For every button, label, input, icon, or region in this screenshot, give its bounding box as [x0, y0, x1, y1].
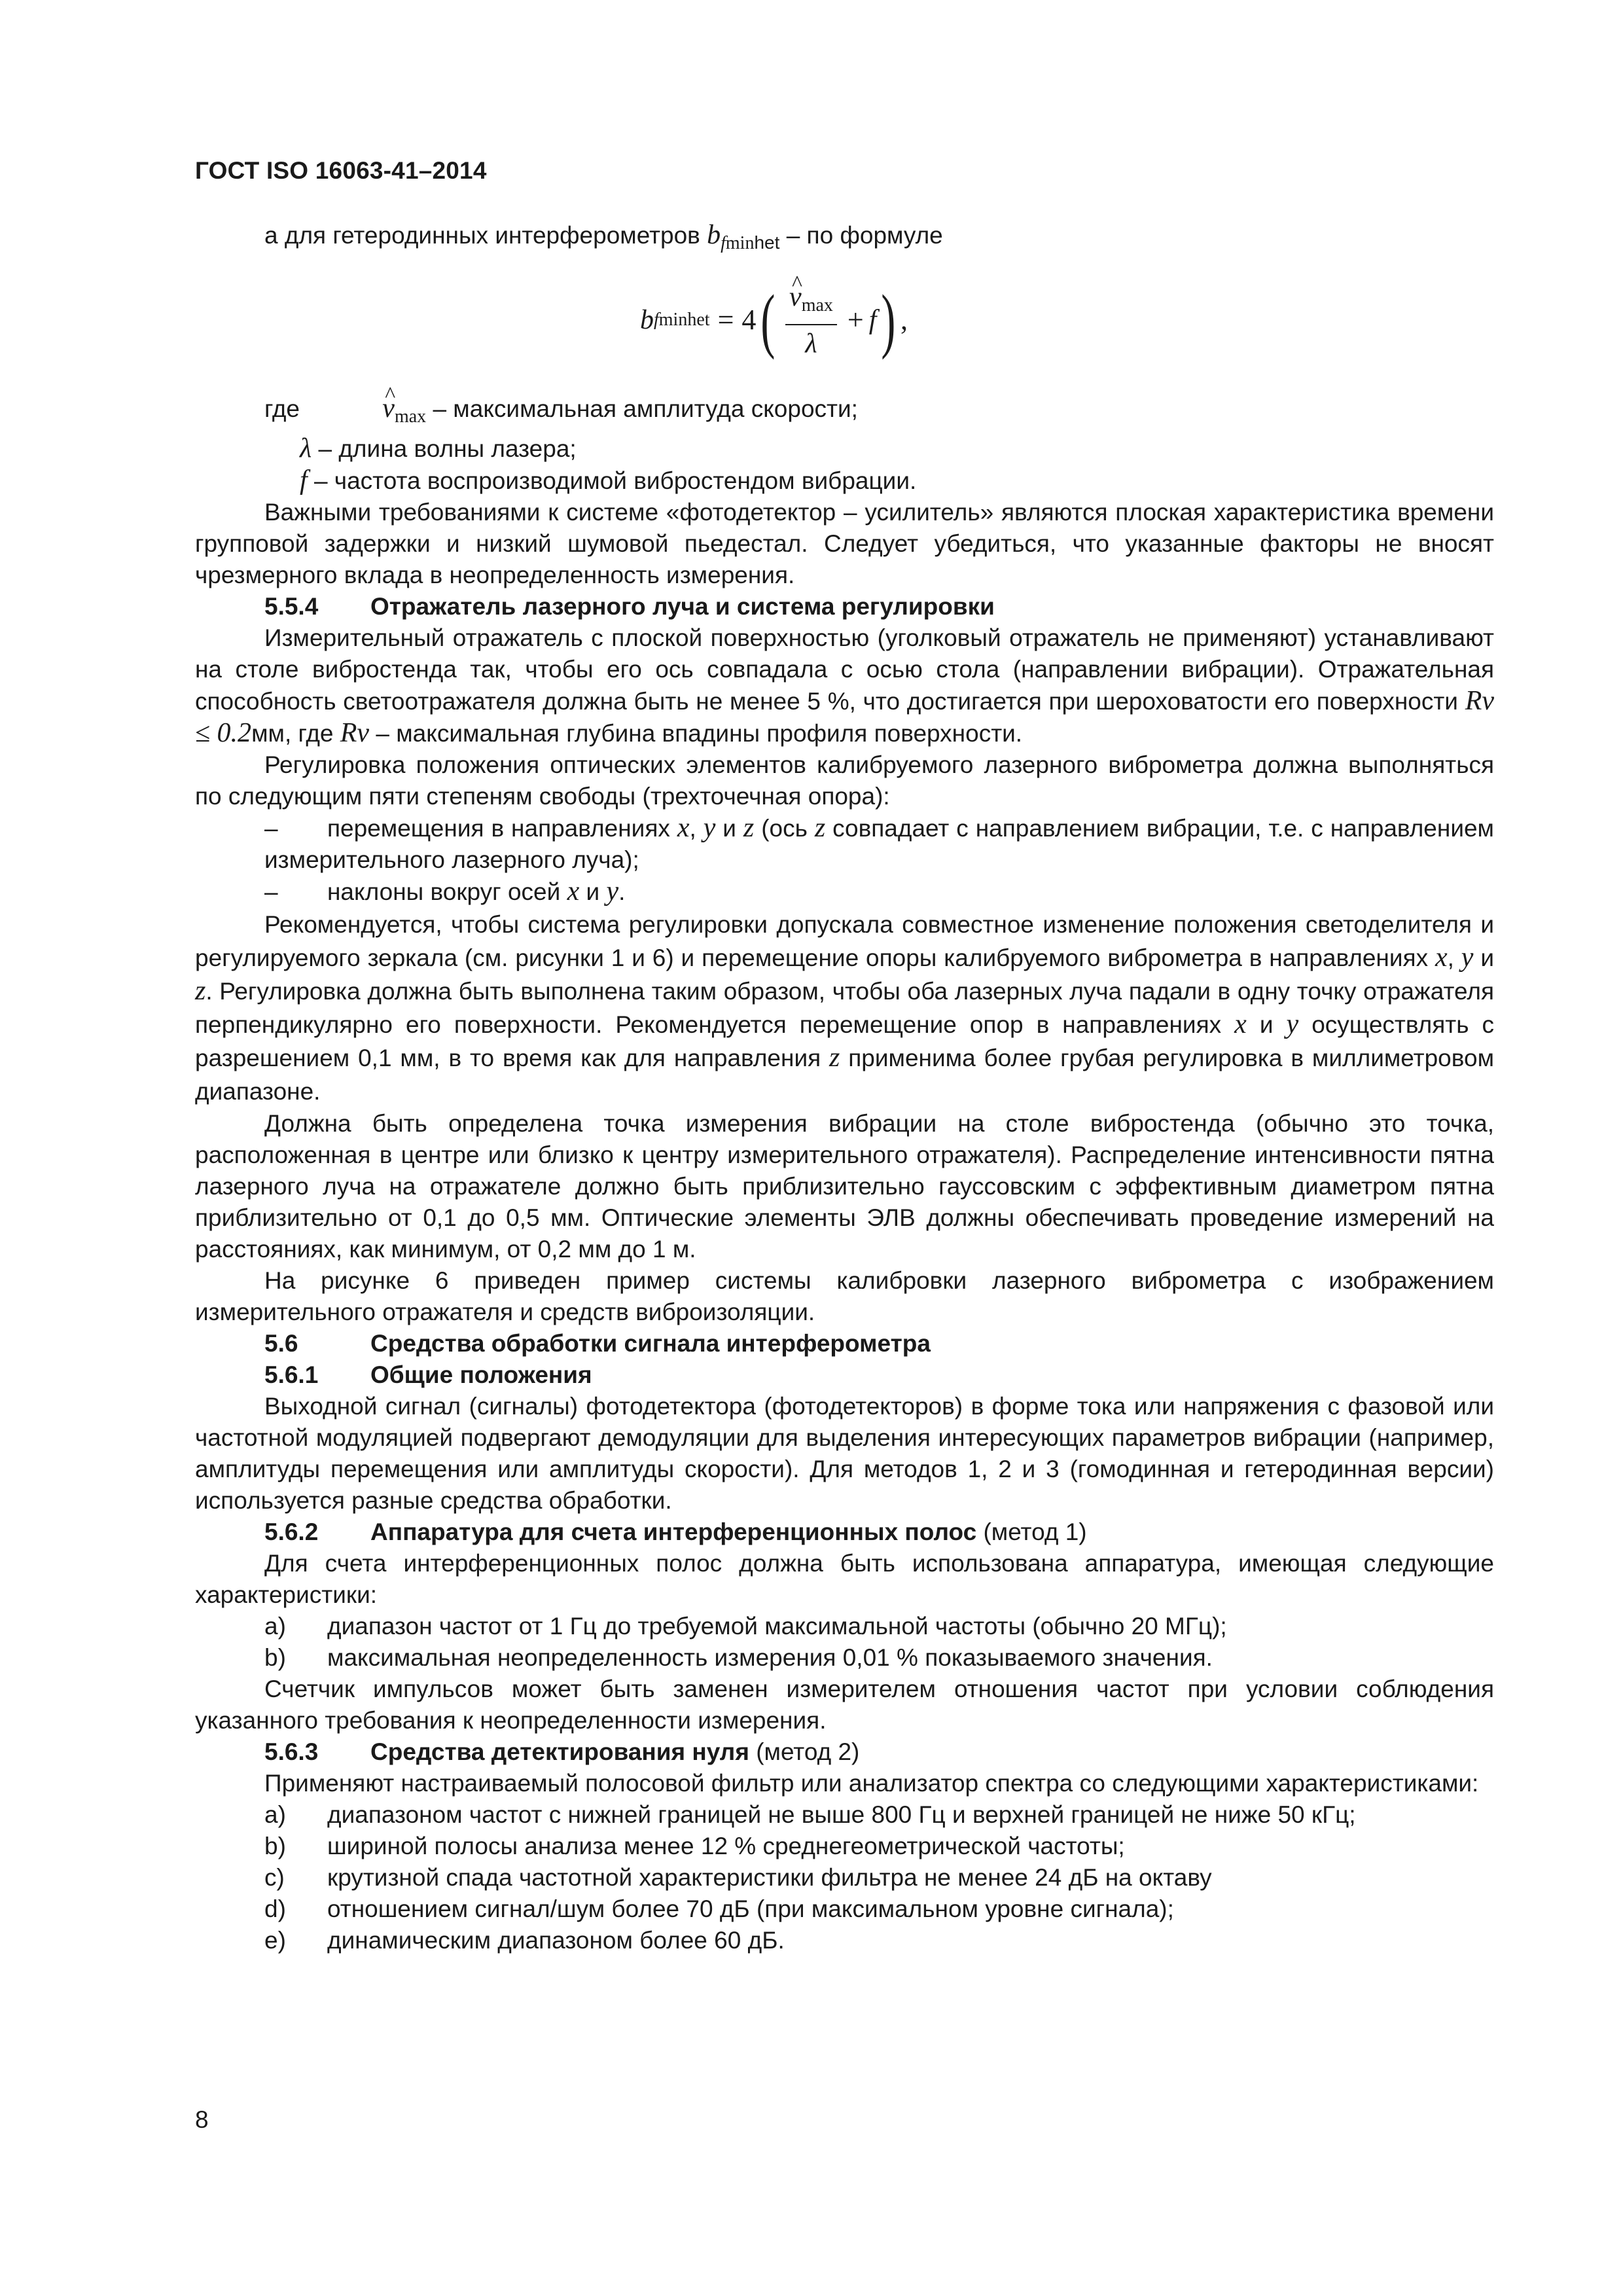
- and-word: и: [1480, 944, 1495, 971]
- recommend-text-d: применима более грубая регулировка в миллиметровом диапазоне.: [195, 1045, 1495, 1105]
- recommend-text-c: осуществлять с разрешением 0,1 мм, в то время как для направления: [195, 1011, 1495, 1071]
- list-label: c): [264, 1864, 285, 1891]
- page-number: 8: [195, 2106, 209, 2133]
- intro-text-after: – по формуле: [786, 222, 943, 249]
- dash2-text: наклоны вокруг осей: [327, 878, 561, 905]
- section-number: 5.6.3: [264, 1738, 319, 1765]
- legend-f-symbol: f: [300, 465, 308, 495]
- paragraph-figure-6: На рисунке 6 приведен пример системы калибровки лазерного виброметра с изображением измерительного отражателя и средств виброизоляции.: [195, 1267, 1494, 1325]
- list-label: e): [264, 1927, 286, 1954]
- list-label: a): [264, 1613, 286, 1640]
- list-text: диапазоном частот с нижней границей не выше 800 Гц и верхней границей не ниже 50 кГц;: [327, 1801, 1356, 1828]
- formula-plus: +: [847, 304, 864, 336]
- document-header: ГОСТ ISO 16063-41–2014: [195, 157, 487, 184]
- reflector-math-rv2: Rv: [340, 718, 370, 748]
- legend-v-desc: – максимальная амплитуда скорости;: [433, 395, 858, 422]
- left-paren: (: [760, 280, 776, 360]
- formula-b: b: [640, 305, 654, 335]
- recommend-text-a: Рекомендуется, чтобы система регулировки допускала совместное изменение положения светоделителя и регулируемого зеркала (см. рисунки 1 и 6) и перемещение опоры калибруемого виброметра в направлениях: [195, 911, 1494, 971]
- formula-bandwidth: [640, 271, 1494, 369]
- list-text: шириной полосы анализа менее 12 % среднегеометрической частоты;: [327, 1833, 1125, 1859]
- intro-line: [195, 219, 1494, 259]
- paragraph-point: Должна быть определена точка измерения вибрации на столе вибростенда (обычно это точка, расположенная в центре или близко к центру измерительного отражателя). Распределение интенсивности пятна лазерного луча на отражателе должно быть приблизительно гауссовским с эффективным диаметром пятна приблизительно от 0,1 до 0,5 мм. Оптические элементы ЭЛВ должны обеспечивать проведение измерений на расстояниях, как минимум, от 0,2 мм до 1 м.: [195, 1110, 1494, 1263]
- paragraph-counter: Счетчик импульсов может быть заменен измерителем отношения частот при условии соблюдения указанного требования к неопределенности измерения.: [195, 1676, 1494, 1734]
- paragraph-reflector: [195, 622, 1494, 749]
- formula-max-sub: max: [801, 295, 833, 315]
- reflector-text-a: Измерительный отражатель с плоской поверхностью (уголковый отражатель не применяют) устанавливают на столе вибростенда так, чтобы его ось совпадала с осью стола (направлении вибрации). Отражательная способность светоотражателя должна быть не менее 5 %, что достигается при шероховатости его поверхности: [195, 624, 1494, 715]
- paragraph-filter: Применяют настраиваемый полосовой фильтр или анализатор спектра со следующими характеристиками:: [264, 1770, 1479, 1797]
- paragraph-counting: Для счета интерференционных полос должна быть использована аппаратура, имеющая следующие характеристики:: [195, 1550, 1494, 1608]
- formula-min-sub: min: [658, 310, 688, 330]
- axis-x: x: [677, 813, 690, 843]
- reflector-math-rv: Rv ≤ 0.2: [195, 686, 1494, 748]
- list-label: b): [264, 1644, 286, 1671]
- list-item: [195, 1831, 1494, 1862]
- dash1-text-c: совпадает с направлением вибрации, т.е. с направлением измерительного лазерного луча);: [264, 815, 1494, 873]
- list-label: b): [264, 1833, 286, 1859]
- list-text: отношением сигнал/шум более 70 дБ (при максимальном уровне сигнала);: [327, 1895, 1174, 1922]
- list-item: [195, 1799, 1494, 1831]
- formula-lambda: λ: [805, 329, 817, 359]
- recommend-text-b: . Регулировка должна быть выполнена таким образом, чтобы оба лазерных луча падали в одну точку отражателя перпендикулярно его поверхности. Рекомендуется перемещение опор в направлениях: [195, 978, 1494, 1038]
- section-title: Средства детектирования нуля: [370, 1738, 749, 1765]
- reflector-text-c: – максимальная глубина впадины профиля поверхности.: [376, 720, 1023, 747]
- axis-y: y: [606, 876, 619, 906]
- period: .: [618, 878, 626, 905]
- axis-x-2: x: [1234, 1009, 1247, 1039]
- dash-item-2: [195, 876, 1494, 908]
- paragraph-important: Важными требованиями к системе «фотодетектор – усилитель» являются плоская характеристика времени групповой задержки и низкий шумовой пьедестал. Следует убедиться, что указанные факторы не вносят чрезмерного вклада в неопределенность измерения.: [195, 499, 1494, 588]
- list-item: [195, 1925, 1494, 1956]
- comma: ,: [689, 815, 696, 842]
- axis-z: z: [195, 976, 206, 1006]
- axis-y: y: [1461, 942, 1474, 973]
- axis-x: x: [1435, 942, 1448, 973]
- section-5-6-2-heading: [195, 1516, 1494, 1548]
- formula-fraction: [785, 281, 837, 359]
- paragraph-output: Выходной сигнал (сигналы) фотодетектора (фотодетекторов) в форме тока или напряжения с фазовой или частотной модуляцией подвергают демодуляции для выделения интересующих параметров вибрации (например, амплитуды перемещения или амплитуды скорости). Для методов 1, 2 и 3 (гомодинная и гетеродинная версии) используется разные средства обработки.: [195, 1393, 1494, 1514]
- section-5-5-4-heading: [195, 591, 1494, 622]
- comma: ,: [1447, 944, 1454, 971]
- reflector-text-b: мм, где: [251, 720, 334, 747]
- and-word-2: и: [1259, 1011, 1274, 1038]
- list-item: [195, 1642, 1494, 1674]
- and-word: и: [586, 878, 600, 905]
- dash-item-1: [195, 812, 1494, 876]
- list-item: [195, 1611, 1494, 1642]
- axis-y-2: y: [1286, 1009, 1299, 1039]
- document-body: [195, 219, 1494, 1956]
- formula-f-sub: f: [654, 310, 659, 330]
- list-text: динамическим диапазоном более 60 дБ.: [327, 1927, 785, 1954]
- legend-lambda: [195, 433, 1494, 465]
- symbol-b: b: [707, 220, 721, 250]
- formula-coef: 4: [741, 304, 757, 336]
- legend-lambda-symbol: λ: [300, 433, 312, 463]
- axis-y: y: [703, 813, 716, 843]
- legend-f-desc: – частота воспроизводимой вибростендом вибрации.: [313, 467, 917, 494]
- legend-lambda-desc: – длина волны лазера;: [318, 435, 577, 462]
- axis-z-2: z: [829, 1043, 840, 1073]
- list-item: [195, 1862, 1494, 1893]
- formula-v-hat: ^ ν: [789, 281, 802, 313]
- list-text: диапазон частот от 1 Гц до требуемой максимальной частоты (обычно 20 МГц);: [327, 1613, 1227, 1640]
- axis-x: x: [567, 876, 580, 906]
- legend-v: [195, 393, 1494, 433]
- list-text: максимальная неопределенность измерения 0,01 % показываемого значения.: [327, 1644, 1213, 1671]
- list-text: крутизной спада частотной характеристики фильтра не менее 24 дБ на октаву: [327, 1864, 1212, 1891]
- formula-f: f: [868, 305, 877, 335]
- right-paren: ): [881, 280, 896, 360]
- legend-f: [195, 465, 1494, 497]
- list-label: d): [264, 1895, 286, 1922]
- section-number: 5.5.4: [264, 593, 319, 620]
- legend-v-sub: max: [394, 406, 427, 427]
- section-number: 5.6: [264, 1330, 298, 1357]
- formula-equals: =: [717, 304, 734, 336]
- list-label: a): [264, 1801, 286, 1828]
- section-suffix: (метод 2): [756, 1738, 860, 1765]
- intro-text: а для гетеродинных интерферометров: [264, 222, 700, 249]
- axis-z: z: [743, 813, 755, 843]
- dash1-text-b: (ось: [761, 815, 808, 842]
- formula-comma: ,: [901, 304, 908, 336]
- paragraph-adjust: Регулировка положения оптических элементов калибруемого лазерного виброметра должна выполняться по следующим пяти степеням свободы (трехточечная опора):: [195, 751, 1494, 810]
- section-title: Средства обработки сигнала интерферометра: [370, 1330, 931, 1357]
- dash-marker: –: [264, 878, 278, 905]
- section-title: Отражатель лазерного луча и система регулировки: [370, 593, 995, 620]
- paragraph-recommend: [195, 908, 1494, 1108]
- section-number: 5.6.2: [264, 1518, 319, 1545]
- formula-het-sub: het: [687, 310, 710, 330]
- where-label: где: [264, 395, 300, 422]
- section-5-6-1-heading: [195, 1359, 1494, 1391]
- section-title: Общие положения: [370, 1361, 592, 1388]
- sub-het: het: [754, 232, 780, 253]
- legend-v-symbol: ^ ν: [313, 393, 395, 424]
- axis-z-2: z: [814, 813, 826, 843]
- dash-marker: –: [264, 815, 278, 842]
- section-5-6-3-heading: [195, 1736, 1494, 1768]
- dash1-text-a: перемещения в направлениях: [327, 815, 670, 842]
- sub-min: min: [725, 233, 755, 253]
- section-5-6-heading: [195, 1328, 1494, 1359]
- section-number: 5.6.1: [264, 1361, 319, 1388]
- and-word: и: [722, 815, 736, 842]
- list-item: [195, 1893, 1494, 1925]
- section-suffix: (метод 1): [983, 1518, 1087, 1545]
- section-title: Аппаратура для счета интерференционных полос: [370, 1518, 977, 1545]
- symbol-f-sub: f: [721, 233, 726, 253]
